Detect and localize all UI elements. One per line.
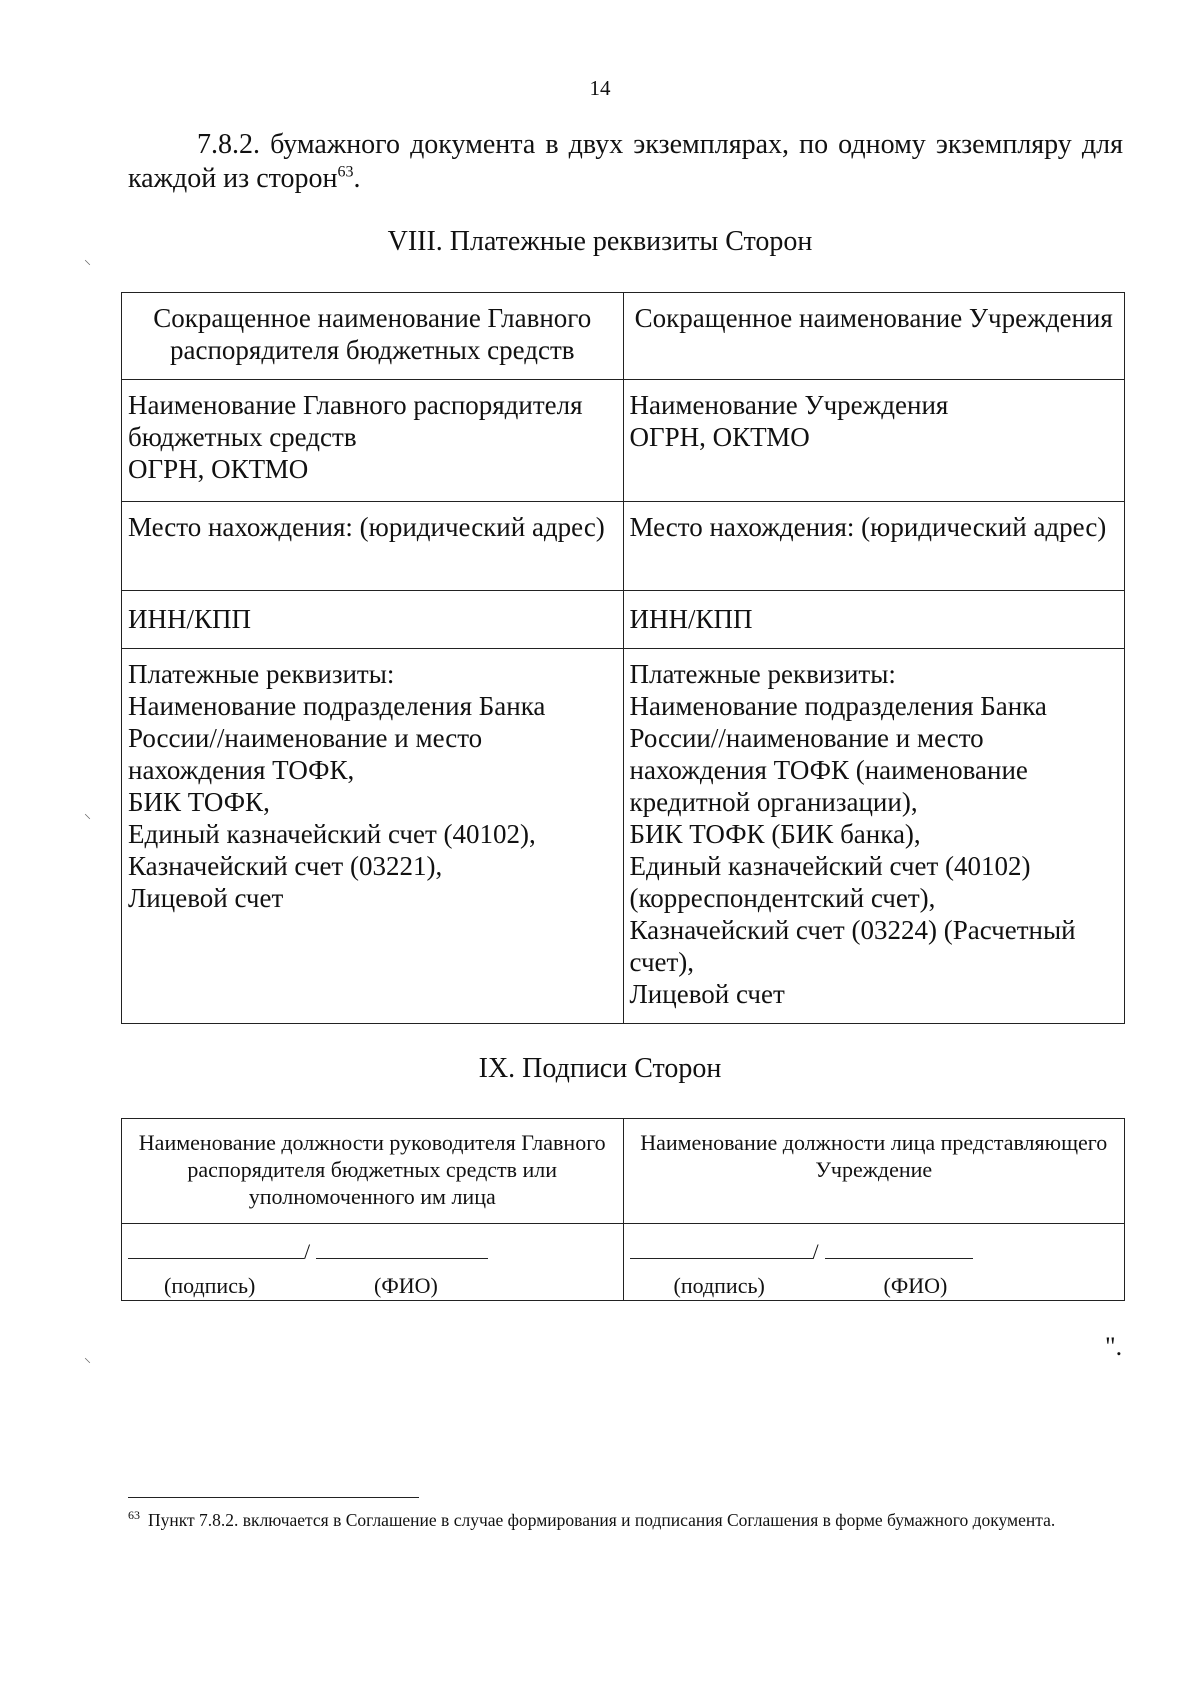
section-8-heading: VIII. Платежные реквизиты Сторон xyxy=(387,226,813,257)
signature-slash: / xyxy=(812,1239,819,1264)
clause-end: . xyxy=(353,163,361,194)
table-row xyxy=(122,591,1125,649)
bank-left-cell xyxy=(122,649,624,1024)
footnote-ref: 63 xyxy=(337,163,354,181)
bank-right-line: счет), xyxy=(629,947,695,977)
header-right-cell: Сокращенное наименование Учреждения xyxy=(623,293,1125,380)
names-left-line: ОГРН, ОКТМО xyxy=(128,454,309,484)
bank-left-line: Единый казначейский счет (40102), xyxy=(128,819,536,849)
signature-labels xyxy=(128,1272,617,1300)
bank-left-line: Лицевой счет xyxy=(128,883,284,913)
signature-line xyxy=(630,1239,1119,1272)
names-right-line: Наименование Учреждения xyxy=(629,390,949,420)
scan-mark: ⸜ xyxy=(84,253,91,268)
bank-left-line: России//наименование и место xyxy=(128,723,483,753)
name-label: (ФИО) xyxy=(883,1273,948,1298)
signature-label: (подпись) xyxy=(164,1273,256,1298)
address-left-cell: Место нахождения: (юридический адрес) xyxy=(122,502,624,591)
bank-left-line: Наименование подразделения Банка xyxy=(128,691,546,721)
scan-mark: ⸜ xyxy=(84,807,91,822)
bank-right-line: БИК ТОФК (БИК банка), xyxy=(629,819,921,849)
table-row xyxy=(122,649,1125,1024)
closing-quote: ". xyxy=(1105,1332,1123,1361)
bank-right-line: Лицевой счет xyxy=(629,979,785,1009)
bank-left-line: нахождения ТОФК, xyxy=(128,755,355,785)
address-right-cell: Место нахождения: (юридический адрес) xyxy=(623,502,1125,591)
table-row xyxy=(122,380,1125,502)
signature-left-title: Наименование должности руководителя Главного распорядителя бюджетных средств или уполномоченного им лица xyxy=(122,1119,624,1224)
bank-right-line: России//наименование и место xyxy=(629,723,984,753)
name-underline xyxy=(316,1258,488,1259)
signature-right-cell xyxy=(623,1224,1125,1301)
name-underline xyxy=(825,1258,973,1259)
bank-right-line: нахождения ТОФК (наименование xyxy=(629,755,1028,785)
signatures-table xyxy=(121,1118,1125,1301)
bank-right-cell xyxy=(623,649,1125,1024)
footnote-number: 63 xyxy=(128,1508,140,1523)
table-row xyxy=(122,502,1125,591)
table-row xyxy=(122,1119,1125,1224)
names-left-line: бюджетных средств xyxy=(128,422,357,452)
signature-right-title: Наименование должности лица представляющего Учреждение xyxy=(623,1119,1125,1224)
scan-mark: ⸜ xyxy=(84,1351,91,1366)
section-9-heading: IX. Подписи Сторон xyxy=(478,1053,722,1084)
inn-left-cell: ИНН/КПП xyxy=(122,591,624,649)
signature-left-cell xyxy=(122,1224,624,1301)
header-left-cell: Сокращенное наименование Главного распорядителя бюджетных средств xyxy=(122,293,624,380)
signature-underline xyxy=(630,1258,813,1259)
page-number: 14 xyxy=(589,76,611,100)
signature-labels xyxy=(630,1272,1119,1300)
inn-right-cell: ИНН/КПП xyxy=(623,591,1125,649)
footnote xyxy=(128,1508,1123,1532)
table-row xyxy=(122,293,1125,380)
bank-right-line: Единый казначейский счет (40102) xyxy=(629,851,1031,881)
signature-label: (подпись) xyxy=(673,1273,765,1298)
table-row xyxy=(122,1224,1125,1301)
payment-details-table xyxy=(121,292,1125,1024)
signature-underline xyxy=(128,1258,304,1259)
names-left-cell xyxy=(122,380,624,502)
bank-right-line: кредитной организации), xyxy=(629,787,918,817)
bank-left-line: БИК ТОФК, xyxy=(128,787,270,817)
names-right-line: ОГРН, ОКТМО xyxy=(629,422,810,452)
bank-right-line: Казначейский счет (03224) (Расчетный xyxy=(629,915,1076,945)
names-left-line: Наименование Главного распорядителя xyxy=(128,390,583,420)
bank-left-line: Казначейский счет (03221), xyxy=(128,851,443,881)
bank-right-line: Платежные реквизиты: xyxy=(629,659,896,689)
bank-right-line: (корреспондентский счет), xyxy=(629,883,936,913)
footnote-text: Пункт 7.8.2. включается в Соглашение в случае формирования и подписания Соглашения в форме бумажного документа. xyxy=(148,1510,1056,1530)
name-label: (ФИО) xyxy=(374,1273,438,1298)
clause-7-8-2 xyxy=(128,128,1123,196)
footnote-divider xyxy=(128,1497,419,1498)
signature-line xyxy=(128,1239,617,1272)
clause-text: 7.8.2. бумажного документа в двух экземплярах, по одному экземпляру для каждой из сторон xyxy=(128,129,1123,194)
names-right-cell xyxy=(623,380,1125,502)
bank-right-line: Наименование подразделения Банка xyxy=(629,691,1047,721)
signature-slash: / xyxy=(304,1239,311,1264)
bank-left-line: Платежные реквизиты: xyxy=(128,659,395,689)
